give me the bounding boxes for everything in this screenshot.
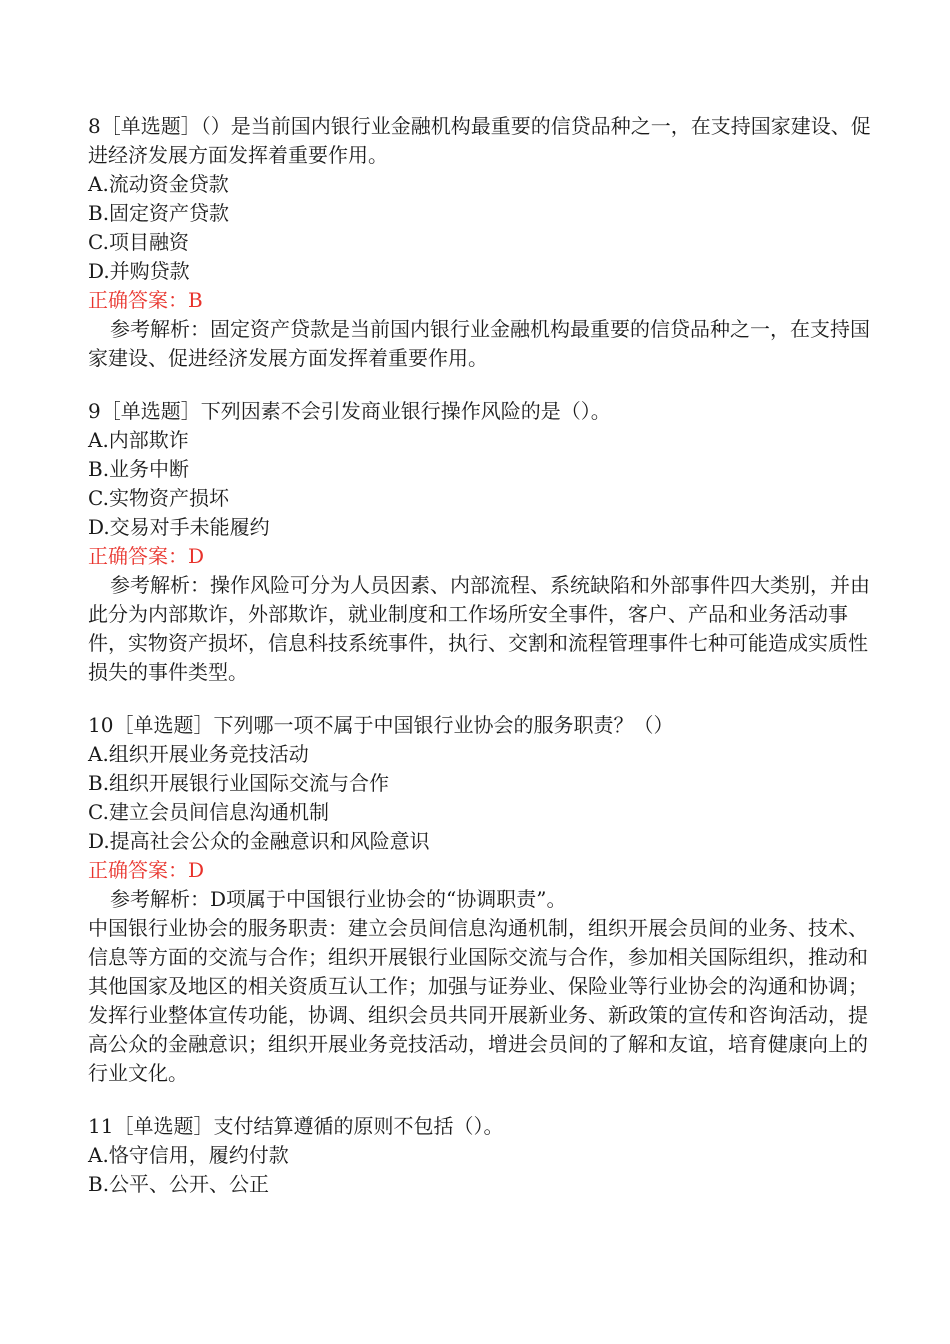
question-stem: 8［单选题］（）是当前国内银行业金融机构最重要的信贷品种之一，在支持国家建设、促进经济发展方面发挥着重要作用。 xyxy=(88,114,871,167)
analysis: 参考解析：操作风险可分为人员因素、内部流程、系统缺陷和外部事件四大类别，并由此分为内部欺诈，外部欺诈，就业制度和工作场所安全事件，客户、产品和业务活动事件，实物资产损坏，信息科技系统事件，执行、交割和流程管理事件七种可能造成实质性损失的事件类型。 xyxy=(88,573,870,684)
correct-answer: 正确答案：B xyxy=(88,288,203,312)
option-d: D.并购贷款 xyxy=(88,259,190,283)
question-stem: 10［单选题］下列哪一项不属于中国银行业协会的服务职责？（） xyxy=(88,713,674,737)
option-b: B.公平、公开、公正 xyxy=(88,1172,270,1196)
option-d: D.提高社会公众的金融意识和风险意识 xyxy=(88,829,430,853)
correct-answer: 正确答案：D xyxy=(88,858,205,882)
analysis: 参考解析：D项属于中国银行业协会的“协调职责”。 xyxy=(110,887,567,911)
correct-answer: 正确答案：D xyxy=(88,544,205,568)
question-11 xyxy=(88,1112,880,1199)
option-a: A.内部欺诈 xyxy=(88,428,189,452)
option-a: A.流动资金贷款 xyxy=(88,172,229,196)
analysis: 参考解析：固定资产贷款是当前国内银行业金融机构最重要的信贷品种之一，在支持国家建设、促进经济发展方面发挥着重要作用。 xyxy=(88,317,870,370)
option-b: B.固定资产贷款 xyxy=(88,201,230,225)
analysis-detail: 中国银行业协会的服务职责：建立会员间信息沟通机制，组织开展会员间的业务、技术、信息等方面的交流与合作；组织开展银行业国际交流与合作，参加相关国际组织，推动和其他国家及地区的相关资质互认工作；加强与证券业、保险业等行业协会的沟通和协调；发挥行业整体宣传功能，协调、组织会员共同开展新业务、新政策的宣传和咨询活动，提高公众的金融意识；组织开展业务竞技活动，增进会员间的了解和友谊，培育健康向上的行业文化。 xyxy=(88,916,868,1085)
option-c: C.项目融资 xyxy=(88,230,189,254)
question-stem: 11［单选题］支付结算遵循的原则不包括（）。 xyxy=(88,1114,504,1138)
question-stem: 9［单选题］下列因素不会引发商业银行操作风险的是（）。 xyxy=(88,399,611,423)
question-8 xyxy=(88,112,880,373)
option-c: C.建立会员间信息沟通机制 xyxy=(88,800,329,824)
option-c: C.实物资产损坏 xyxy=(88,486,229,510)
option-a: A.恪守信用，履约付款 xyxy=(88,1143,289,1167)
option-d: D.交易对手未能履约 xyxy=(88,515,270,539)
option-b: B.组织开展银行业国际交流与合作 xyxy=(88,771,390,795)
question-10 xyxy=(88,711,880,1088)
question-9 xyxy=(88,397,880,687)
option-b: B.业务中断 xyxy=(88,457,190,481)
option-a: A.组织开展业务竞技活动 xyxy=(88,742,309,766)
